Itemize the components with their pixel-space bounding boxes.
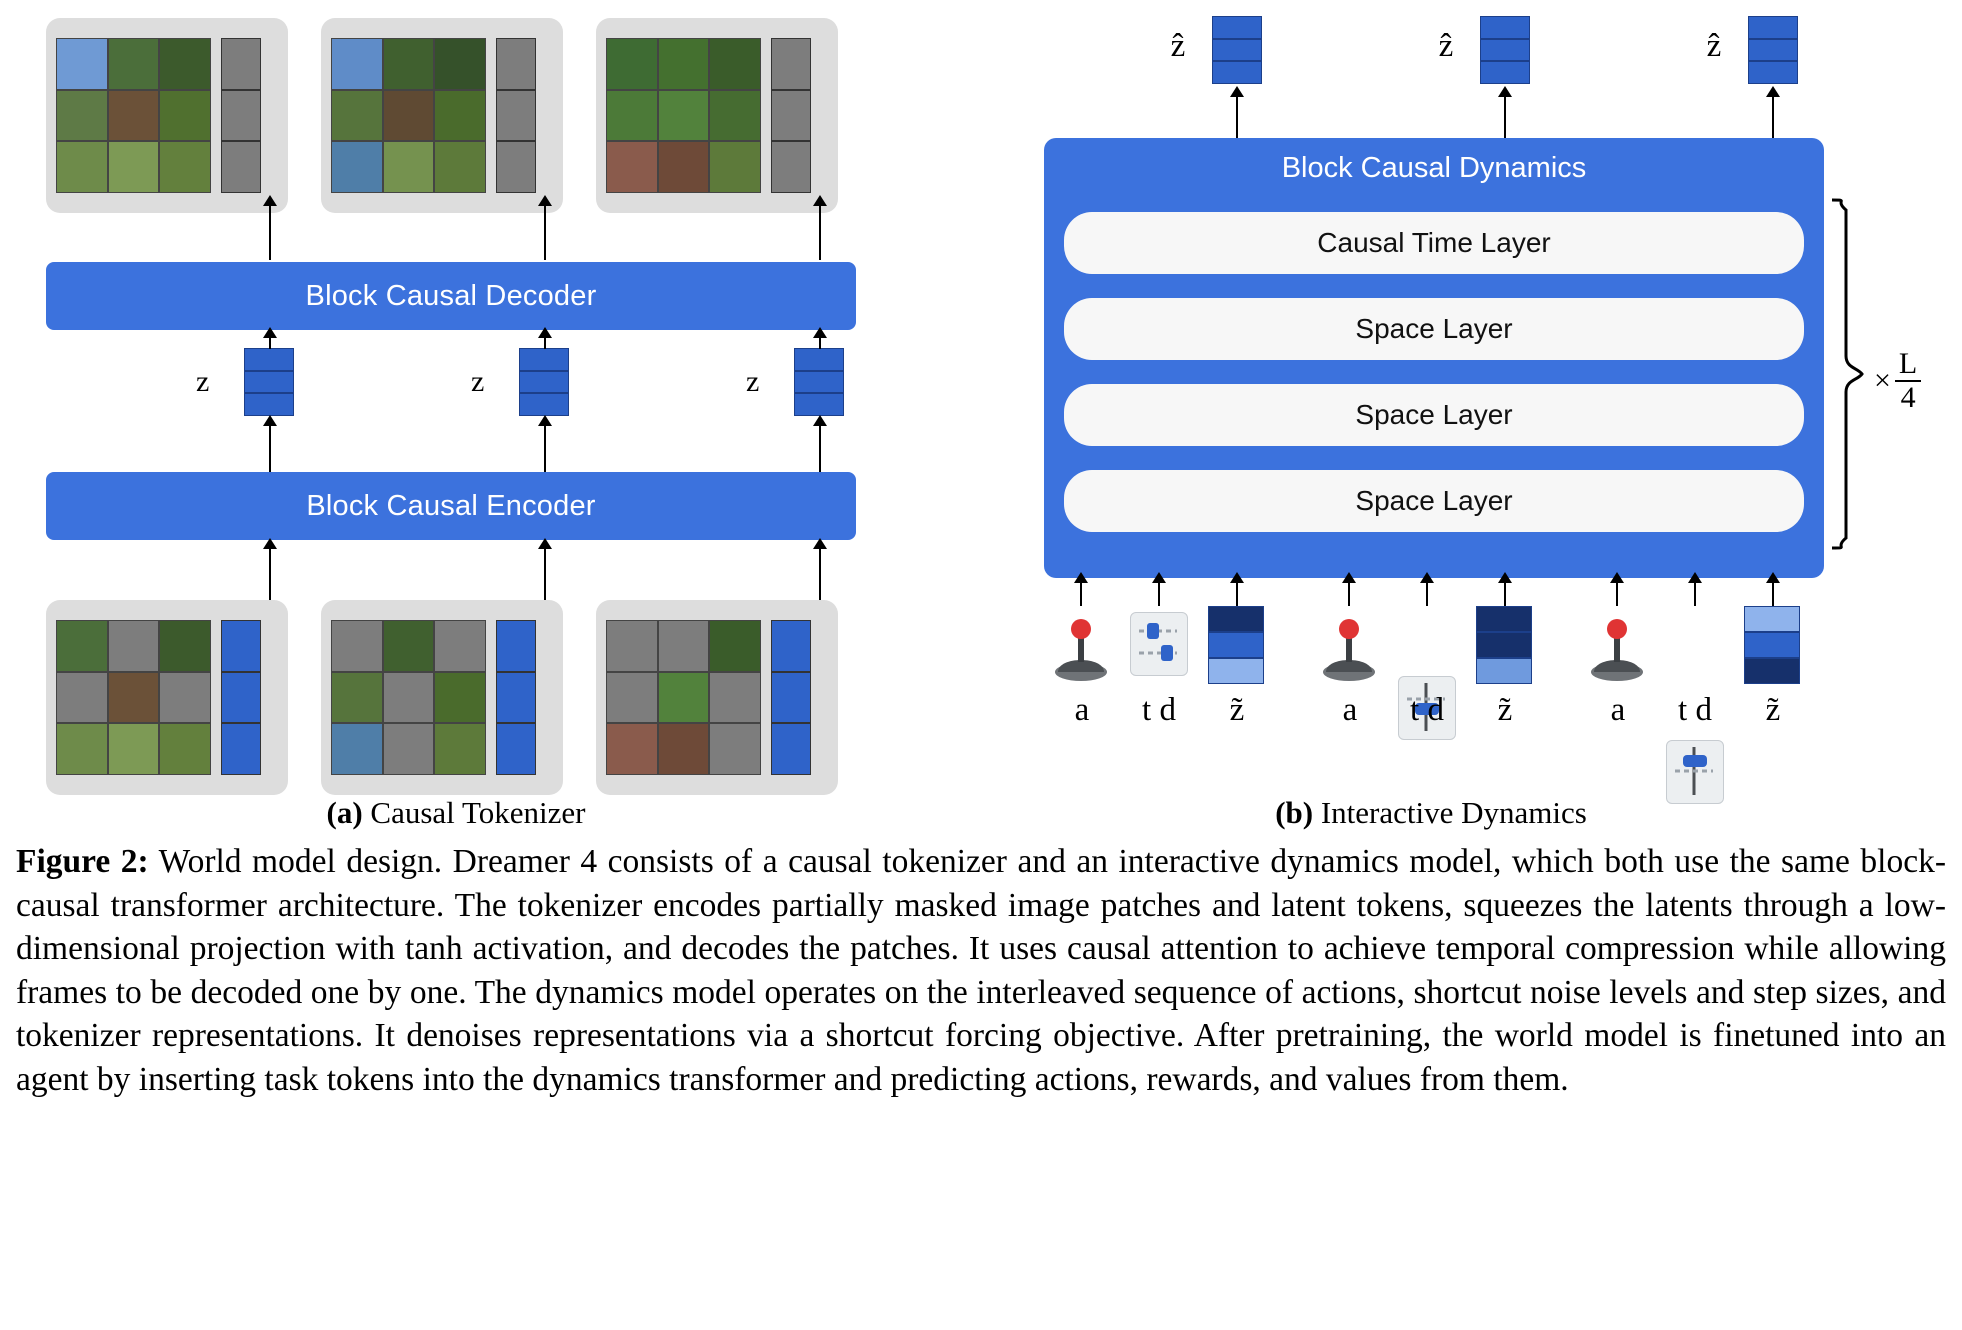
input-symbol-noisy-latent: z̃ <box>1765 692 1781 728</box>
panel-a-caption <box>36 795 876 831</box>
arrow-encoder-to-latent <box>544 425 546 473</box>
output-latent-token <box>1748 16 1798 84</box>
patch <box>109 91 159 141</box>
panel-a-causal-tokenizer <box>36 0 876 830</box>
input-symbol-noise-step: t d <box>1142 692 1176 728</box>
block-causal-encoder <box>46 472 856 540</box>
input-symbol-action: a <box>1342 692 1358 728</box>
layer-label: Space Layer <box>1355 485 1513 516</box>
token <box>772 673 810 723</box>
input-token-column <box>771 620 811 775</box>
latent-label: z <box>746 365 760 398</box>
slider-icon <box>1131 613 1185 673</box>
patch <box>57 39 107 89</box>
panel-b-caption-prefix: (b) <box>1275 795 1314 830</box>
output-latent-label: ẑ <box>1438 28 1454 64</box>
slider-icon <box>1667 741 1721 801</box>
latent-token <box>244 348 294 416</box>
token <box>497 142 535 192</box>
arrow-decoder-to-frame <box>819 205 821 260</box>
patch-masked <box>659 621 709 671</box>
decoded-token-column <box>221 38 261 193</box>
patch-masked <box>109 621 159 671</box>
patch <box>332 724 382 774</box>
arrow-frame-to-encoder <box>269 548 271 600</box>
repeat-fraction <box>1895 348 1921 413</box>
token <box>772 724 810 774</box>
patch <box>160 621 210 671</box>
latent-label: z <box>196 365 210 398</box>
input-noisy-latent-token <box>1744 606 1800 684</box>
layer-label: Causal Time Layer <box>1317 227 1551 258</box>
arrow-input-to-dynamics <box>1080 582 1082 606</box>
block-causal-decoder <box>46 262 856 330</box>
token <box>497 621 535 671</box>
decoded-frame-card <box>321 18 563 213</box>
patch <box>710 142 760 192</box>
layer-space-3 <box>1064 470 1804 532</box>
input-symbol-noisy-latent: z̃ <box>1229 692 1245 728</box>
repeat-multiplier-label <box>1874 348 1921 413</box>
token <box>222 621 260 671</box>
patch-masked <box>332 621 382 671</box>
patch <box>435 142 485 192</box>
patch <box>710 39 760 89</box>
arrow-latent-to-decoder <box>544 337 546 349</box>
decoded-patch-grid <box>331 38 486 193</box>
input-symbol-noise-step: t d <box>1678 692 1712 728</box>
figure-caption-text: World model design. Dreamer 4 consists of a causal tokenizer and an interactive dynamics model, which both use the same block-causal transformer architecture. The tokenizer encodes partially masked image patches and latent tokens, squeezes the latents through a low-dimensional projection with tanh activation, and decodes the patches. It uses causal attention to achieve temporal compression while allowing frames to be decoded one by one. The dynamics model operates on the interleaved sequence of actions, shortcut noise levels and step sizes, and tokenizer representations. It denoises representations via a shortcut forcing objective. After pretraining, the world model is finetuned into an agent by inserting task tokens into the dynamics transformer and predicting actions, rewards, and values from them. <box>16 843 1946 1098</box>
panel-b-caption-label: Interactive Dynamics <box>1320 795 1587 830</box>
token <box>497 673 535 723</box>
token <box>222 142 260 192</box>
latent-label: z <box>471 365 485 398</box>
patch-masked <box>384 724 434 774</box>
token <box>772 142 810 192</box>
token <box>497 39 535 89</box>
input-token-column <box>496 620 536 775</box>
patch <box>659 39 709 89</box>
patch <box>57 724 107 774</box>
patch <box>384 39 434 89</box>
patch-masked <box>710 724 760 774</box>
layer-causal-time <box>1064 212 1804 274</box>
patch <box>659 91 709 141</box>
arrow-input-to-dynamics <box>1158 582 1160 606</box>
input-symbol-noisy-latent: z̃ <box>1497 692 1513 728</box>
decoded-patch-grid <box>56 38 211 193</box>
patch-masked <box>57 673 107 723</box>
patch <box>607 39 657 89</box>
latent-token <box>519 348 569 416</box>
input-action-icon <box>1582 612 1652 689</box>
patch <box>109 673 159 723</box>
arrow-latent-to-decoder <box>269 337 271 349</box>
token <box>772 39 810 89</box>
output-latent-token <box>1480 16 1530 84</box>
multiplier-symbol: × <box>1874 363 1891 397</box>
layer-space-1 <box>1064 298 1804 360</box>
panel-b-interactive-dynamics <box>1036 0 1936 830</box>
arrow-input-to-dynamics <box>1426 582 1428 606</box>
layer-label: Space Layer <box>1355 399 1513 430</box>
joystick-icon <box>1314 612 1384 684</box>
panel-a-caption-prefix: (a) <box>326 795 363 830</box>
patch <box>109 724 159 774</box>
arrow-encoder-to-latent <box>269 425 271 473</box>
patch <box>109 142 159 192</box>
input-patch-grid <box>56 620 211 775</box>
patch <box>607 724 657 774</box>
patch-masked <box>384 673 434 723</box>
arrow-decoder-to-frame <box>544 205 546 260</box>
arrow-frame-to-encoder <box>819 548 821 600</box>
panel-a-caption-label: Causal Tokenizer <box>370 795 586 830</box>
patch <box>384 621 434 671</box>
token <box>772 621 810 671</box>
patch <box>659 724 709 774</box>
figure-caption-lead: Figure 2: <box>16 843 149 880</box>
patch <box>160 39 210 89</box>
arrow-latent-to-decoder <box>819 337 821 349</box>
patch <box>435 39 485 89</box>
patch <box>607 142 657 192</box>
patch <box>384 91 434 141</box>
input-symbol-action: a <box>1074 692 1090 728</box>
latent-token <box>794 348 844 416</box>
token <box>497 724 535 774</box>
input-noisy-latent-token <box>1208 606 1264 684</box>
token <box>772 91 810 141</box>
patch <box>57 142 107 192</box>
patch <box>332 142 382 192</box>
patch-masked <box>710 673 760 723</box>
patch <box>435 724 485 774</box>
input-symbol-noise-step: t d <box>1410 692 1444 728</box>
decoded-frame-card <box>596 18 838 213</box>
patch <box>160 142 210 192</box>
arrow-input-to-dynamics <box>1694 582 1696 606</box>
layer-space-2 <box>1064 384 1804 446</box>
arrow-frame-to-encoder <box>544 548 546 600</box>
panel-b-caption <box>1036 795 1826 831</box>
arrow-input-to-dynamics <box>1616 582 1618 606</box>
input-token-column <box>221 620 261 775</box>
patch <box>160 724 210 774</box>
patch <box>57 91 107 141</box>
arrow-dynamics-to-output <box>1504 96 1506 140</box>
input-patch-grid <box>606 620 761 775</box>
input-noise-slider-icon <box>1130 612 1188 676</box>
decoded-token-column <box>496 38 536 193</box>
figure-2 <box>16 0 1946 830</box>
figure-caption <box>16 840 1946 1101</box>
repeat-numerator: L <box>1895 348 1921 382</box>
output-latent-token <box>1212 16 1262 84</box>
repeat-denominator: 4 <box>1900 380 1916 414</box>
output-latent-label: ẑ <box>1706 28 1722 64</box>
input-action-icon <box>1314 612 1384 689</box>
arrow-encoder-to-latent <box>819 425 821 473</box>
repeat-brace <box>1828 196 1868 552</box>
arrow-dynamics-to-output <box>1772 96 1774 140</box>
decoded-token-column <box>771 38 811 193</box>
patch-masked <box>160 673 210 723</box>
arrow-decoder-to-frame <box>269 205 271 260</box>
patch <box>57 621 107 671</box>
patch-masked <box>435 621 485 671</box>
input-frame-card <box>596 600 838 795</box>
block-causal-dynamics-title: Block Causal Dynamics <box>1281 152 1587 184</box>
input-symbol-action: a <box>1610 692 1626 728</box>
patch <box>332 673 382 723</box>
block-causal-decoder-label: Block Causal Decoder <box>305 279 597 312</box>
joystick-icon <box>1046 612 1116 684</box>
token <box>222 91 260 141</box>
output-latent-label: ẑ <box>1170 28 1186 64</box>
decoded-frame-card <box>46 18 288 213</box>
token <box>497 91 535 141</box>
patch <box>607 91 657 141</box>
patch <box>659 142 709 192</box>
arrow-input-to-dynamics <box>1504 582 1506 606</box>
input-noisy-latent-token <box>1476 606 1532 684</box>
patch-masked <box>607 621 657 671</box>
input-frame-card <box>46 600 288 795</box>
patch <box>109 39 159 89</box>
arrow-input-to-dynamics <box>1348 582 1350 606</box>
patch-masked <box>607 673 657 723</box>
patch <box>435 91 485 141</box>
patch <box>332 91 382 141</box>
patch <box>160 91 210 141</box>
joystick-icon <box>1582 612 1652 684</box>
input-patch-grid <box>331 620 486 775</box>
arrow-dynamics-to-output <box>1236 96 1238 140</box>
decoded-patch-grid <box>606 38 761 193</box>
token <box>222 673 260 723</box>
arrow-input-to-dynamics <box>1772 582 1774 606</box>
patch <box>710 621 760 671</box>
patch <box>384 142 434 192</box>
input-frame-card <box>321 600 563 795</box>
layer-label: Space Layer <box>1355 313 1513 344</box>
arrow-input-to-dynamics <box>1236 582 1238 606</box>
patch <box>710 91 760 141</box>
patch <box>435 673 485 723</box>
patch <box>659 673 709 723</box>
token <box>222 724 260 774</box>
block-causal-encoder-label: Block Causal Encoder <box>306 489 596 522</box>
input-action-icon <box>1046 612 1116 689</box>
token <box>222 39 260 89</box>
patch <box>332 39 382 89</box>
